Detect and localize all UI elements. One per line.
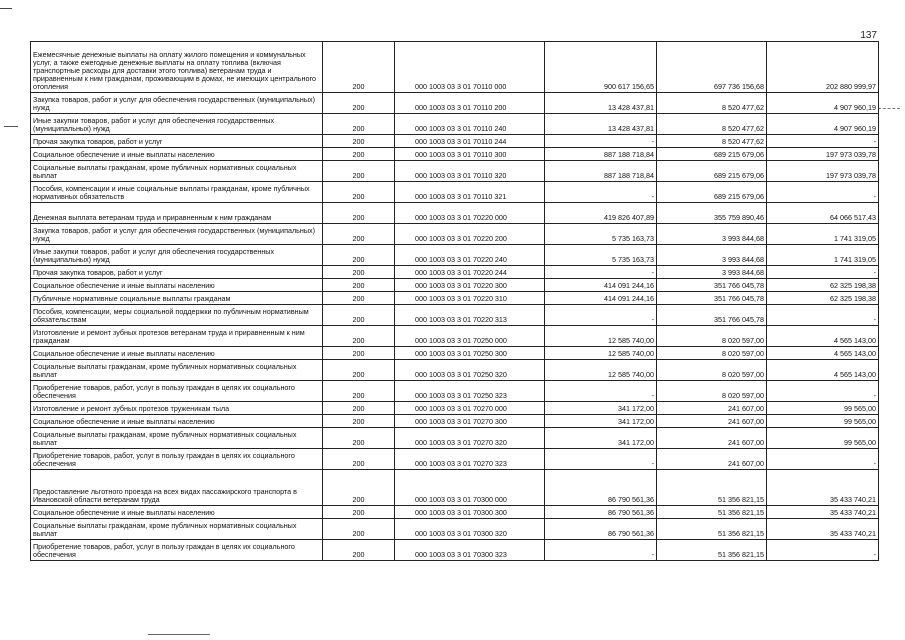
row-code: 200 <box>323 415 395 428</box>
row-code: 200 <box>323 470 395 506</box>
row-approved: 341 172,00 <box>545 402 657 415</box>
row-unexecuted: - <box>767 135 879 148</box>
row-executed: 689 215 679,06 <box>657 182 767 203</box>
scan-mark-bottom <box>148 634 210 635</box>
row-executed: 351 766 045,78 <box>657 279 767 292</box>
row-name: Изготовление и ремонт зубных протезов труженикам тыла <box>31 402 323 415</box>
scan-mark-top-left <box>0 8 12 9</box>
row-code: 200 <box>323 148 395 161</box>
row-code: 200 <box>323 428 395 449</box>
row-unexecuted: - <box>767 381 879 402</box>
table-row <box>31 148 879 161</box>
table-row <box>31 506 879 519</box>
row-executed: 8 520 477,62 <box>657 114 767 135</box>
row-code: 200 <box>323 182 395 203</box>
row-approved: 887 188 718,84 <box>545 161 657 182</box>
table-row <box>31 347 879 360</box>
row-kbk: 000 1003 03 3 01 70220 300 <box>395 279 545 292</box>
row-kbk: 000 1003 03 3 01 70110 321 <box>395 182 545 203</box>
row-unexecuted: 35 433 740,21 <box>767 506 879 519</box>
row-approved: 86 790 561,36 <box>545 470 657 506</box>
row-name: Социальное обеспечение и иные выплаты населению <box>31 347 323 360</box>
row-kbk: 000 1003 03 3 01 70220 244 <box>395 266 545 279</box>
row-code: 200 <box>323 347 395 360</box>
row-unexecuted: 35 433 740,21 <box>767 519 879 540</box>
row-unexecuted: 197 973 039,78 <box>767 148 879 161</box>
table-row <box>31 415 879 428</box>
table-row <box>31 305 879 326</box>
row-name: Социальные выплаты гражданам, кроме публичных нормативных социальных выплат <box>31 161 323 182</box>
table-row <box>31 428 879 449</box>
row-name: Социальное обеспечение и иные выплаты населению <box>31 506 323 519</box>
row-unexecuted: 4 907 960,19 <box>767 93 879 114</box>
row-kbk: 000 1003 03 3 01 70300 300 <box>395 506 545 519</box>
row-executed: 3 993 844,68 <box>657 224 767 245</box>
row-name: Закупка товаров, работ и услуг для обеспечения государственных (муниципальных) нужд <box>31 224 323 245</box>
table-row <box>31 42 879 93</box>
row-code: 200 <box>323 519 395 540</box>
row-unexecuted: 197 973 039,78 <box>767 161 879 182</box>
row-kbk: 000 1003 03 3 01 70270 300 <box>395 415 545 428</box>
table-row <box>31 292 879 305</box>
row-executed: 8 020 597,00 <box>657 347 767 360</box>
row-unexecuted: - <box>767 540 879 561</box>
row-code: 200 <box>323 266 395 279</box>
row-code: 200 <box>323 135 395 148</box>
row-unexecuted: 4 907 960,19 <box>767 114 879 135</box>
row-name: Социальное обеспечение и иные выплаты населению <box>31 148 323 161</box>
row-kbk: 000 1003 03 3 01 70110 240 <box>395 114 545 135</box>
row-executed: 8 020 597,00 <box>657 326 767 347</box>
row-kbk: 000 1003 03 3 01 70250 000 <box>395 326 545 347</box>
row-approved: - <box>545 540 657 561</box>
row-executed: 351 766 045,78 <box>657 292 767 305</box>
row-name: Иные закупки товаров, работ и услуг для обеспечения государственных (муниципальных) нужд <box>31 245 323 266</box>
row-code: 200 <box>323 449 395 470</box>
row-executed: 51 356 821,15 <box>657 540 767 561</box>
row-approved: 13 428 437,81 <box>545 93 657 114</box>
row-executed: 3 993 844,68 <box>657 266 767 279</box>
row-approved: 414 091 244,16 <box>545 292 657 305</box>
row-unexecuted: 1 741 319,05 <box>767 245 879 266</box>
table-row <box>31 470 879 506</box>
row-executed: 351 766 045,78 <box>657 305 767 326</box>
row-name: Социальное обеспечение и иные выплаты населению <box>31 279 323 292</box>
row-code: 200 <box>323 506 395 519</box>
row-name: Социальные выплаты гражданам, кроме публичных нормативных социальных выплат <box>31 360 323 381</box>
row-name: Закупка товаров, работ и услуг для обеспечения государственных (муниципальных) нужд <box>31 93 323 114</box>
row-approved: 419 826 407,89 <box>545 203 657 224</box>
row-kbk: 000 1003 03 3 01 70270 323 <box>395 449 545 470</box>
row-unexecuted: 62 325 198,38 <box>767 292 879 305</box>
row-executed: 3 993 844,68 <box>657 245 767 266</box>
row-executed: 8 520 477,62 <box>657 93 767 114</box>
row-code: 200 <box>323 279 395 292</box>
row-approved: 86 790 561,36 <box>545 506 657 519</box>
row-executed: 241 607,00 <box>657 449 767 470</box>
row-kbk: 000 1003 03 3 01 70110 200 <box>395 93 545 114</box>
row-name: Публичные нормативные социальные выплаты гражданам <box>31 292 323 305</box>
row-name: Прочая закупка товаров, работ и услуг <box>31 135 323 148</box>
row-code: 200 <box>323 245 395 266</box>
row-unexecuted: 99 565,00 <box>767 402 879 415</box>
row-code: 200 <box>323 93 395 114</box>
row-kbk: 000 1003 03 3 01 70250 323 <box>395 381 545 402</box>
row-code: 200 <box>323 42 395 93</box>
row-approved: 887 188 718,84 <box>545 148 657 161</box>
table-row <box>31 224 879 245</box>
row-approved: - <box>545 135 657 148</box>
table-row <box>31 93 879 114</box>
row-name: Пособия, компенсации и иные социальные выплаты гражданам, кроме публичных нормативных обязательств <box>31 182 323 203</box>
table-row <box>31 360 879 381</box>
row-code: 200 <box>323 292 395 305</box>
table-row <box>31 114 879 135</box>
scan-mark-left <box>4 126 18 127</box>
row-executed: 51 356 821,15 <box>657 470 767 506</box>
row-code: 200 <box>323 540 395 561</box>
row-approved: - <box>545 266 657 279</box>
row-name: Приобретение товаров, работ, услуг в пользу граждан в целях их социального обеспечения <box>31 540 323 561</box>
row-unexecuted: - <box>767 266 879 279</box>
row-executed: 8 520 477,62 <box>657 135 767 148</box>
row-approved: 341 172,00 <box>545 415 657 428</box>
row-code: 200 <box>323 381 395 402</box>
row-approved: - <box>545 449 657 470</box>
row-kbk: 000 1003 03 3 01 70220 240 <box>395 245 545 266</box>
row-kbk: 000 1003 03 3 01 70110 244 <box>395 135 545 148</box>
row-approved: - <box>545 182 657 203</box>
row-name: Социальные выплаты гражданам, кроме публичных нормативных социальных выплат <box>31 519 323 540</box>
row-executed: 8 020 597,00 <box>657 381 767 402</box>
row-unexecuted: 1 741 319,05 <box>767 224 879 245</box>
row-kbk: 000 1003 03 3 01 70220 000 <box>395 203 545 224</box>
row-unexecuted: - <box>767 449 879 470</box>
row-approved: - <box>545 381 657 402</box>
row-unexecuted: 202 880 999,97 <box>767 42 879 93</box>
row-unexecuted: 99 565,00 <box>767 428 879 449</box>
row-name: Иные закупки товаров, работ и услуг для обеспечения государственных (муниципальных) нужд <box>31 114 323 135</box>
row-name: Денежная выплата ветеранам труда и приравненным к ним гражданам <box>31 203 323 224</box>
row-kbk: 000 1003 03 3 01 70300 323 <box>395 540 545 561</box>
row-code: 200 <box>323 114 395 135</box>
table-row <box>31 381 879 402</box>
row-approved: - <box>545 305 657 326</box>
row-approved: 5 735 163,73 <box>545 245 657 266</box>
row-approved: 5 735 163,73 <box>545 224 657 245</box>
row-unexecuted: 99 565,00 <box>767 415 879 428</box>
row-name: Пособия, компенсации, меры социальной поддержки по публичным нормативным обязательствам <box>31 305 323 326</box>
row-executed: 697 736 156,68 <box>657 42 767 93</box>
row-code: 200 <box>323 360 395 381</box>
row-name: Приобретение товаров, работ, услуг в пользу граждан в целях их социального обеспечения <box>31 449 323 470</box>
row-name: Приобретение товаров, работ, услуг в пользу граждан в целях их социального обеспечения <box>31 381 323 402</box>
row-kbk: 000 1003 03 3 01 70250 320 <box>395 360 545 381</box>
row-code: 200 <box>323 305 395 326</box>
table-row <box>31 182 879 203</box>
row-kbk: 000 1003 03 3 01 70250 300 <box>395 347 545 360</box>
row-name: Социальные выплаты гражданам, кроме публичных нормативных социальных выплат <box>31 428 323 449</box>
row-name: Ежемесячные денежные выплаты на оплату жилого помещения и коммунальных услуг, а также ежегодные денежные выплаты на оплату топлива (включая транспортные расходы для доставки этого топлива) ветеранам труда и приравненным к ним гражданам, проживающим в домах, не имеющих центрального отопления <box>31 42 323 93</box>
row-kbk: 000 1003 03 3 01 70220 310 <box>395 292 545 305</box>
table-row <box>31 402 879 415</box>
row-executed: 241 607,00 <box>657 428 767 449</box>
row-code: 200 <box>323 203 395 224</box>
row-kbk: 000 1003 03 3 01 70220 313 <box>395 305 545 326</box>
row-executed: 241 607,00 <box>657 402 767 415</box>
budget-execution-table <box>30 41 879 561</box>
row-unexecuted: 4 565 143,00 <box>767 360 879 381</box>
row-approved: 341 172,00 <box>545 428 657 449</box>
row-executed: 8 020 597,00 <box>657 360 767 381</box>
row-kbk: 000 1003 03 3 01 70110 000 <box>395 42 545 93</box>
row-unexecuted: - <box>767 182 879 203</box>
row-name: Прочая закупка товаров, работ и услуг <box>31 266 323 279</box>
row-name: Изготовление и ремонт зубных протезов ветеранам труда и приравненным к ним гражданам <box>31 326 323 347</box>
table-row <box>31 279 879 292</box>
table-row <box>31 449 879 470</box>
row-unexecuted: - <box>767 305 879 326</box>
row-executed: 689 215 679,06 <box>657 148 767 161</box>
row-unexecuted: 4 565 143,00 <box>767 347 879 360</box>
row-unexecuted: 4 565 143,00 <box>767 326 879 347</box>
table-row <box>31 540 879 561</box>
row-kbk: 000 1003 03 3 01 70110 300 <box>395 148 545 161</box>
table-row <box>31 135 879 148</box>
row-executed: 241 607,00 <box>657 415 767 428</box>
table-row <box>31 161 879 182</box>
row-unexecuted: 35 433 740,21 <box>767 470 879 506</box>
row-approved: 86 790 561,36 <box>545 519 657 540</box>
page-number: 137 <box>860 30 877 41</box>
row-approved: 12 585 740,00 <box>545 360 657 381</box>
row-approved: 414 091 244,16 <box>545 279 657 292</box>
table-row <box>31 245 879 266</box>
row-approved: 12 585 740,00 <box>545 326 657 347</box>
row-executed: 689 215 679,06 <box>657 161 767 182</box>
row-approved: 900 617 156,65 <box>545 42 657 93</box>
table-row <box>31 266 879 279</box>
row-code: 200 <box>323 224 395 245</box>
row-code: 200 <box>323 326 395 347</box>
table-row <box>31 326 879 347</box>
row-name: Социальное обеспечение и иные выплаты населению <box>31 415 323 428</box>
row-kbk: 000 1003 03 3 01 70300 320 <box>395 519 545 540</box>
scan-mark-right <box>878 108 900 110</box>
row-kbk: 000 1003 03 3 01 70300 000 <box>395 470 545 506</box>
table-row <box>31 203 879 224</box>
row-unexecuted: 64 066 517,43 <box>767 203 879 224</box>
row-kbk: 000 1003 03 3 01 70270 320 <box>395 428 545 449</box>
row-approved: 13 428 437,81 <box>545 114 657 135</box>
row-kbk: 000 1003 03 3 01 70270 000 <box>395 402 545 415</box>
row-unexecuted: 62 325 198,38 <box>767 279 879 292</box>
row-name: Предоставление льготного проезда на всех видах пассажирского транспорта в Ивановской области ветеранам труда <box>31 470 323 506</box>
row-executed: 355 759 890,46 <box>657 203 767 224</box>
row-kbk: 000 1003 03 3 01 70110 320 <box>395 161 545 182</box>
row-code: 200 <box>323 161 395 182</box>
row-approved: 12 585 740,00 <box>545 347 657 360</box>
row-code: 200 <box>323 402 395 415</box>
table-row <box>31 519 879 540</box>
row-kbk: 000 1003 03 3 01 70220 200 <box>395 224 545 245</box>
row-executed: 51 356 821,15 <box>657 506 767 519</box>
row-executed: 51 356 821,15 <box>657 519 767 540</box>
